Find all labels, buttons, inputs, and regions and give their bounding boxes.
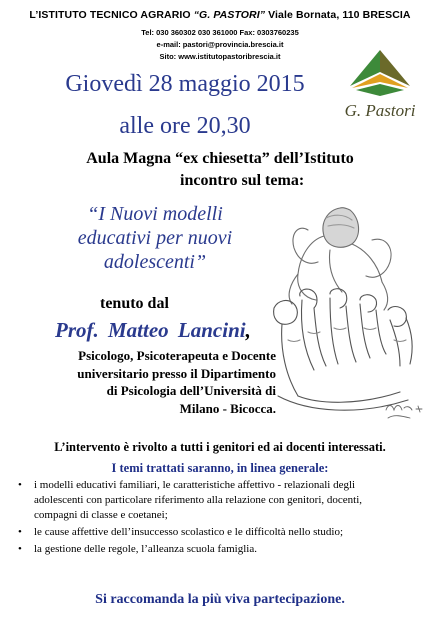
talk-title: “I Nuovi modelli educativi per nuovi adolescenti”: [77, 203, 233, 273]
hand-sketch-illustration: [268, 200, 434, 428]
speaker-name: Prof. Matteo Lancini: [55, 318, 246, 342]
crouching-figure: [289, 208, 391, 310]
speaker-name-line: Prof. Matteo Lancini,: [55, 318, 251, 342]
speaker-bio: Psicologo, Psicoterapeuta e Docente universitario presso il Dipartimento di Psicologia dell’Università di Milano - Bicocca.: [77, 348, 276, 416]
bullet-icon: •: [18, 479, 22, 491]
held-by-label: tenuto dal: [100, 295, 169, 312]
list-item: • i modelli educativi familiari, le caratteristiche affettivo - relazionali degli adolescenti con particolare riferimento alla relazione con genitori, docenti, compagni di classe e coetanei;: [18, 479, 363, 521]
topics-list: [18, 478, 386, 559]
event-venue: Aula Magna “ex chiesetta” dell’Istituto: [86, 150, 354, 167]
school-name: “G. PASTORI”: [193, 9, 266, 21]
event-date: Giovedì 28 maggio 2015: [65, 71, 305, 97]
bullet-icon: •: [18, 526, 22, 538]
logo-text: G. Pastori: [344, 101, 416, 120]
school-logo: [330, 46, 430, 126]
list-item: • le cause affettive dell’insuccesso scolastico e le difficoltà nello studio;: [18, 526, 344, 538]
list-item: • la gestione delle regole, l’alleanza scuola famiglia.: [18, 543, 257, 555]
school-name-line: L’ISTITUTO TECNICO AGRARIO “G. PASTORI” Viale Bornata, 110 BRESCIA: [29, 9, 411, 21]
hand-fingers: [274, 289, 412, 410]
artist-signature: [386, 406, 422, 419]
contact-email: e-mail: pastori@provincia.brescia.it: [156, 40, 284, 49]
contact-phone: Tel: 030 360302 030 361000 Fax: 0303760235: [141, 28, 299, 37]
topic-intro: incontro sul tema:: [180, 172, 305, 189]
contact-website: Sito: www.istitutopastoribrescia.it: [159, 52, 281, 61]
topics-heading: I temi trattati saranno, in linea generale:: [111, 461, 329, 475]
closing-note: Si raccomanda la più viva partecipazione.: [95, 592, 345, 607]
bullet-icon: •: [18, 543, 22, 555]
audience-note: L’intervento è rivolto a tutti i genitori ed ai docenti interessati.: [54, 440, 386, 454]
event-time: alle ore 20,30: [119, 113, 251, 139]
logo-mark-icon: [330, 46, 430, 126]
